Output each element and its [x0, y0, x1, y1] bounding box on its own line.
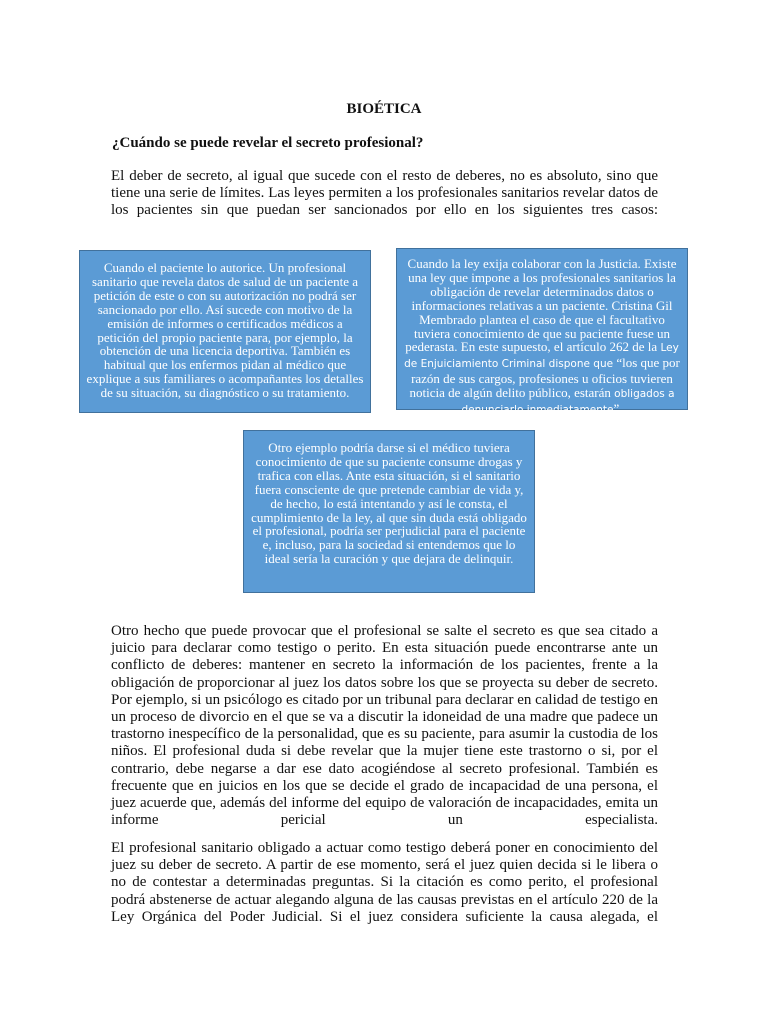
case-box-justice-collaboration [396, 248, 688, 417]
quote-close: ”. [613, 401, 623, 417]
law-reference-tail: obligados a denunciarlo inmediatamente [461, 388, 675, 417]
case-box-patient-authorization [79, 250, 371, 413]
case-box-quote: “los que por razón de sus cargos, profesiones u oficios tuvieren noticia de algún delito público, estarán [409, 355, 680, 401]
case-box-text: Otro ejemplo podría darse si el médico tuviera conocimiento de que su paciente consume drogas y trafica con ellas. Ante esta situación, si el sanitario fuera consciente de que pretende cambiar de vida y, de hecho, lo está intentando y así le consta, el cumplimiento de la ley, al que sin duda está obligado el profesional, podría ser perjudicial para el paciente e, incluso, para la sociedad si entendemos que lo ideal sería la curación y que dejara de delinquir. [251, 440, 527, 567]
case-box-drug-example [243, 430, 535, 593]
body-paragraph-3: El profesional sanitario obligado a actuar como testigo deberá poner en conocimiento del juez su deber de secreto. A partir de ese momento, será el juez quien decida si le libera o no de contestar a determinadas preguntas. Si la citación es como perito, el profesional podrá abstenerse de actuar alegando alguna de las causas previstas en el artículo 220 de la Ley Orgánica del Poder Judicial. Si el juez considera suficiente la causa alegada, el [111, 840, 658, 925]
case-box-text: Cuando la ley exija colaborar con la Justicia. Existe una ley que impone a los profesionales sanitarios la obligación de revelar determinados datos o informaciones relativas a un paciente. Cristina Gil Membrado plantea el caso de que el facultativo tuviera conocimiento de que su paciente fuese un pederasta. En este supuesto, el artículo 262 de la [405, 256, 677, 355]
body-paragraph-2: Otro hecho que puede provocar que el profesional se salte el secreto es que sea citado a juicio para declarar como testigo o perito. En esta situación puede encontrarse ante un conflicto de deberes: mantener en secreto la información de los pacientes, frente a la obligación de proporcionar al juez los datos sobre los que se proyecta su deber de secreto. Por ejemplo, si un psicólogo es citado por un tribunal para declarar en calidad de testigo en un proceso de divorcio en el que se va a discutir la idoneidad de una madre que padece un trastorno inespecífico de la personalidad, que es su paciente, para asumir la custodia de los niños. El profesional duda si debe revelar que la mujer tiene este trastorno o si, por el contrario, debe negarse a dar ese dato acogiéndose al secreto profesional. También es frecuente que en juicios en los que se decide el grado de incapacidad de una persona, el juez acuerde que, además del informe del equipo de valoración de incapacidades, emita un informe pericial un especialista. [111, 623, 658, 829]
section-heading: ¿Cuándo se puede revelar el secreto profesional? [112, 135, 424, 151]
page-title: BIOÉTICA [346, 101, 422, 117]
intro-paragraph: El deber de secreto, al igual que sucede con el resto de deberes, no es absoluto, sino que tiene una serie de límites. Las leyes permiten a los profesionales sanitarios revelar datos de los pacientes sin que puedan ser sancionados por ello en los siguientes tres casos: [111, 168, 658, 219]
law-reference: Ley de Enjuiciamiento Criminal dispone que [404, 342, 679, 371]
case-box-text: Cuando el paciente lo autorice. Un profesional sanitario que revela datos de salud de un paciente a petición de este o con su autorización no podrá ser sancionado por ello. Así sucede con motivo de la emisión de informes o certificados médicos a petición del propio paciente para, por ejemplo, la obtención de una licencia deportiva. También es habitual que los enfermos pidan al médico que explique a sus familiares o acompañantes los detalles de su situación, su diagnóstico o su tratamiento. [86, 260, 364, 401]
